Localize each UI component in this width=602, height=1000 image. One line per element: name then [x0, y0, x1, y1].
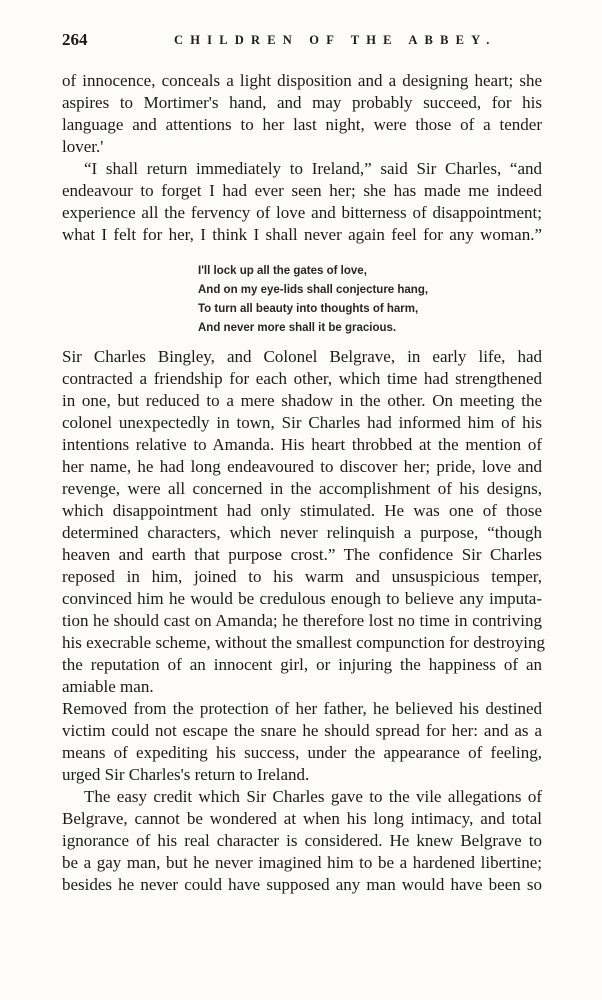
text-line: determined characters, which never relinquish a purpose, “though [62, 523, 542, 542]
text-line: ignorance of his real character is considered. He knew Belgrave to [62, 831, 542, 850]
text-line: endeavour to forget I had ever seen her; she has made me indeed [62, 181, 542, 200]
text-line: tion he should cast on Amanda; he therefore lost no time in contriving [62, 611, 542, 630]
text-line: The easy credit which Sir Charles gave to the vile allegations of [84, 787, 542, 806]
text-line: contracted a friendship for each other, which time had strengthened [62, 369, 542, 388]
verse-line: I'll lock up all the gates of love, [198, 265, 367, 277]
text-line: lover.' [62, 137, 104, 156]
verse-line: To turn all beauty into thoughts of harm, [198, 303, 419, 315]
running-title: CHILDREN OF THE ABBEY. [174, 33, 497, 47]
text-line: heaven and earth that purpose crost.” The confidence Sir Charles [62, 545, 542, 564]
text-line: victim could not escape the snare he should spread for her: and as a [62, 721, 542, 740]
text-line: Removed from the protection of her father, he believed his destined [62, 699, 542, 718]
text-line: Sir Charles Bingley, and Colonel Belgrave, in early life, had [62, 347, 542, 366]
text-line: colonel unexpectedly in town, Sir Charles had informed him of his [62, 413, 542, 432]
paragraph [62, 346, 545, 698]
text-line: what I felt for her, I think I shall never again feel for any woman.” [62, 225, 542, 244]
text-line: language and attentions to her last night, were those of a tender [62, 115, 542, 134]
paragraph [62, 158, 542, 246]
text-line: besides he never could have supposed any man would have been so [62, 875, 542, 894]
text-line: reposed in him, joined to his warm and unsuspicious temper, [62, 567, 542, 586]
text-line: convinced him he would be credulous enough to believe any imputa- [62, 589, 542, 608]
text-line: which disappointment had only stimulated. He was one of those [62, 501, 542, 520]
text-line: amiable man. [62, 677, 154, 696]
text-block-lower [62, 346, 545, 896]
text-block-upper [62, 70, 542, 246]
text-line: Belgrave, cannot be wondered at when his long intimacy, and total [62, 809, 542, 828]
text-line: “I shall return immediately to Ireland,” said Sir Charles, “and [84, 159, 542, 178]
text-line: her name, he had long endeavoured to discover her; pride, love and [62, 457, 542, 476]
text-line: experience all the fervency of love and bitterness of disappointment; [62, 203, 542, 222]
text-line: revenge, were all concerned in the accomplishment of his designs, [62, 479, 542, 498]
paragraph [62, 70, 542, 158]
page-number: 264 [62, 30, 88, 49]
paragraph [62, 786, 542, 896]
verse-line: And never more shall it be gracious. [198, 322, 397, 334]
text-line: aspires to Mortimer's hand, and may probably succeed, for his [62, 93, 542, 112]
verse-line: And on my eye-lids shall conjecture hang, [198, 284, 429, 296]
text-line: means of expediting his success, under the appearance of feeling, [62, 743, 542, 762]
verse-quotation [198, 262, 518, 338]
text-line: urged Sir Charles's return to Ireland. [62, 765, 310, 784]
text-line: in one, but reduced to a mere shadow in the other. On meeting the [62, 391, 542, 410]
text-line: of innocence, conceals a light disposition and a designing heart; she [62, 71, 542, 90]
text-line: intentions relative to Amanda. His heart throbbed at the mention of [62, 435, 542, 454]
paragraph [62, 698, 542, 786]
text-line: his execrable scheme, without the smallest compunction for destroying [62, 633, 545, 652]
text-line: be a gay man, but he never imagined him to be a hardened libertine; [62, 853, 542, 872]
text-line: the reputation of an innocent girl, or injuring the happiness of an [62, 655, 542, 674]
page-header [62, 30, 542, 54]
